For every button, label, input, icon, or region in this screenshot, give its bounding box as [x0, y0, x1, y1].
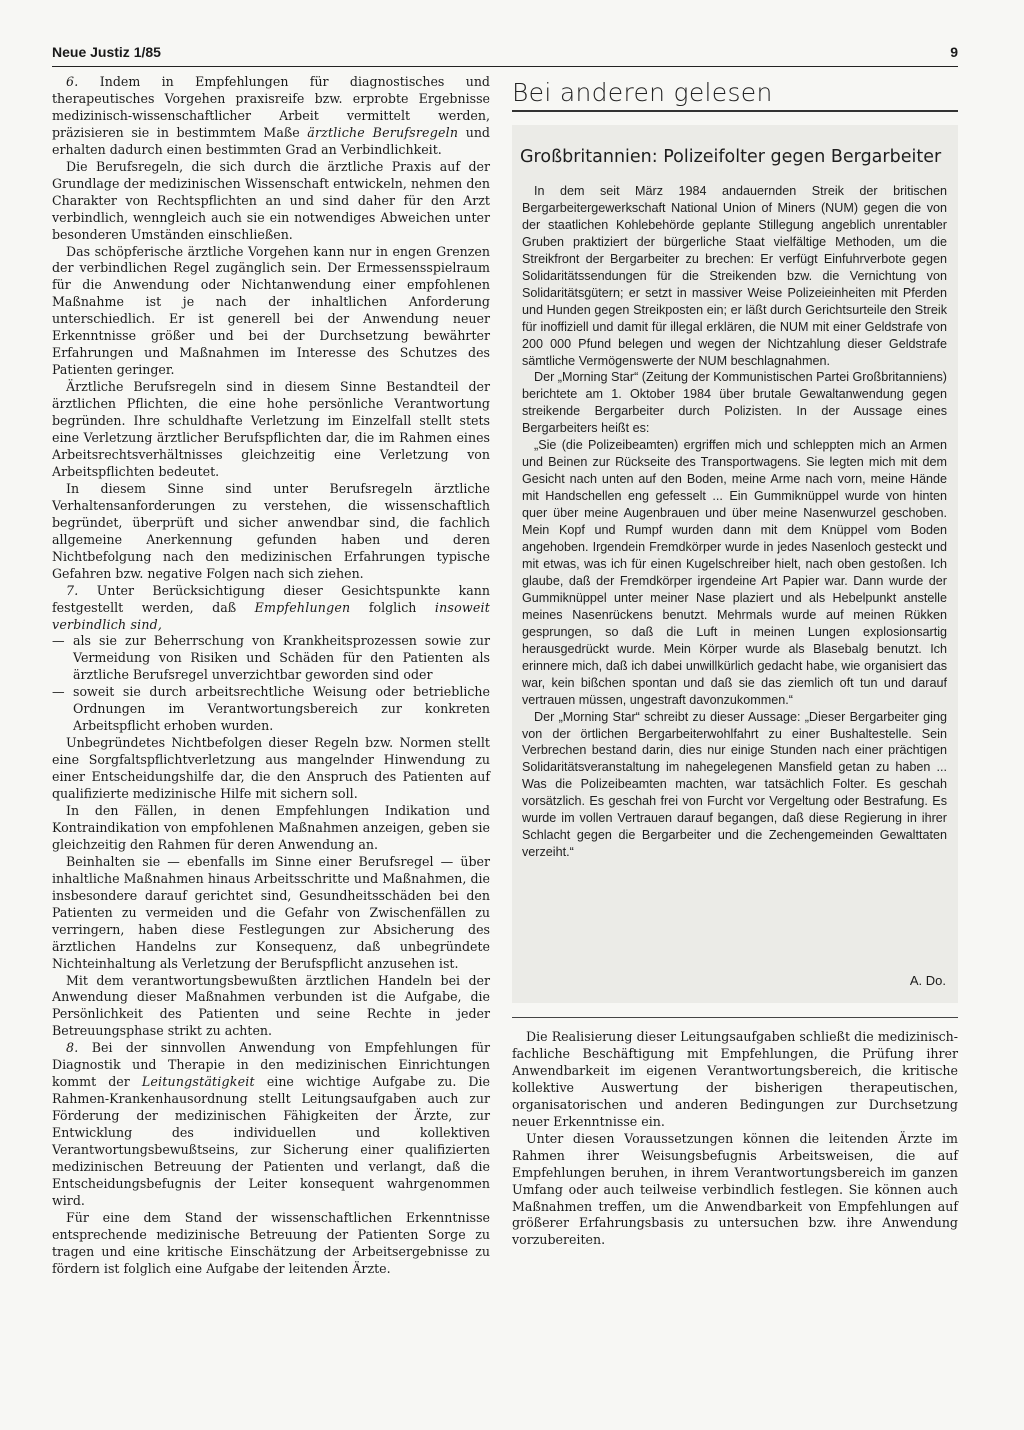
paragraph: Das schöpferische ärztliche Vorgehen kann nur in engen Grenzen der verbindlichen Regel zugänglich sein. Der Ermessensspielraum für die Anwendung oder Nichtanwendung einer empfohlenen Maßnahme ist je nach der inhaltlichen Anforderung unterschiedlich. Er ist generell bei der Anwendung neuer Erkenntnisse größer und bei der Durchsetzung bewährter Erfahrungen und Maßnahmen im Interesse des Schutzes des Patienten geringer.: [52, 243, 490, 378]
dash-list: [52, 633, 490, 735]
emphasis: ärztliche Berufsregeln: [307, 124, 459, 140]
text: Unter Berücksichtigung dieser Gesichtspunkte kann festgestellt werden, daß: [52, 582, 490, 615]
shaded-article-box: [512, 125, 958, 1003]
emphasis: Leitungstätigkeit: [141, 1074, 255, 1090]
paragraph: Unter diesen Voraussetzungen können die leitenden Ärzte im Rahmen ihrer Weisungsbefugnis Arbeitsweisen, die auf Empfehlungen beruhen, in ihrem Verantwortungsbereich im ganzen Umfang oder auch teilweise verbindlich festlegen. Sie können auch Maßnahmen treffen, um die Anwendbarkeit von Empfehlungen auf größerer Erfahrungsbasis zu untersuchen bzw. ihre Anwendung vorzubereiten.: [512, 1130, 958, 1248]
paragraph: [52, 1040, 490, 1210]
text: Bei der sinnvollen Anwendung von Empfehlungen für Diagnostik und Therapie in den medizinischen Einrichtungen kommt der: [52, 1040, 490, 1090]
paragraph: [52, 74, 490, 159]
section-title: Bei anderen gelesen: [512, 78, 958, 112]
paragraph: In den Fällen, in denen Empfehlungen Indikation und Kontraindikation von empfohlenen Maßnahmen anzeigen, geben sie gleichzeitig den Rahmen für deren Anwendung an.: [52, 802, 490, 852]
paragraph: Ärztliche Berufsregeln sind in diesem Sinne Bestandteil der ärztlichen Pflichten, die eine hohe persönliche Verantwortung begründen. Ihre schuldhafte Verletzung im Einzelfall stellt stets eine Verletzung ärztlicher Berufspflichten dar, die im Rahmen eines Arbeitsrechtsverhältnisses gleichzeitig eine Verletzung von Arbeitspflichten bedeutet.: [52, 379, 490, 479]
page-header: [52, 42, 958, 67]
paragraph: Der „Morning Star“ schreibt zu dieser Aussage: „Dieser Bergarbeiter ging von der örtlichen Bergarbeiterwohlfahrt zu einer Bushaltestelle. Sein Verbrechen bestand darin, dies nur einige Stunden nach einer prächtigen Solidaritätsveranstaltung im nahegelegenen Mansfield getan zu haben ... Was die Polizeibeamten machten, war tatsächlich Folter. Es geschah vorsätzlich. Es geschah frei von Furcht vor Vergeltung oder Bestrafung. Es wurde im vollen Vertrauen darauf begangen, daß diese Regierung in ihrer Schlacht gegen die Bergarbeiter und die Zechengemeinden Gewalttaten verzeiht.“: [522, 709, 947, 860]
text: eine wichtige Aufgabe zu. Die Rahmen-Krankenhausordnung stellt Leitungsaufgaben auch zur Förderung der medizinischen Fähigkeiten der Ärzte, zur Entwicklung des individuellen und kollektiven Verantwortungsbewußtseins, zur Sicherung einer qualifizierten medizinischen Betreuung der Patienten und verlangt, daß die Entscheidungsbefugnis der Leiter konsequent wahrgenommen wird.: [52, 1074, 490, 1208]
page-number: 9: [950, 44, 958, 60]
paragraph: Mit dem verantwortungsbewußten ärztlichen Handeln bei der Anwendung dieser Maßnahmen verbunden ist die Aufgabe, die Persönlichkeit des Patienten und seine Rechte in jeder Betreuungsphase strikt zu achten.: [52, 972, 490, 1039]
item-number: 7.: [66, 582, 79, 598]
paragraph: Der „Morning Star“ (Zeitung der Kommunistischen Partei Großbritanniens) berichtete am 1. Oktober 1984 über brutale Gewaltanwendung gegen streikende Bergarbeiter durch Polizisten. In der Aussage eines Bergarbeiters heißt es:: [522, 370, 947, 436]
list-item: — soweit sie durch arbeitsrechtliche Weisung oder betriebliche Ordnungen im Verantwortungsbereich zur konkreten Arbeitspflicht erhoben wurden.: [52, 684, 490, 735]
author-signature: A. Do.: [909, 973, 946, 988]
text: Indem in Empfehlungen für diagnostisches und therapeutisches Vorgehen praxisreife bzw. erprobte Ergebnisse medizinisch-wissenschaftlicher Arbeit vermittelt werden, präzisieren sie in bestimmtem Maße: [52, 74, 490, 140]
list-item: — als sie zur Beherrschung von Krankheitsprozessen sowie zur Vermeidung von Risiken und Schäden für den Patienten als ärztliche Berufsregel unverzichtbar geworden sind oder: [52, 633, 490, 684]
paragraph: Für eine dem Stand der wissenschaftlichen Erkenntnisse entsprechende medizinische Betreuung der Patienten Sorge zu tragen und eine kritische Einschätzung der Arbeitsergebnisse zu fördern ist folglich eine Aufgabe der leitenden Ärzte.: [52, 1209, 490, 1276]
text: und erhalten dadurch einen bestimmten Grad an Verbindlichkeit.: [52, 124, 490, 157]
divider: [512, 1017, 958, 1018]
paragraph: Beinhalten sie — ebenfalls im Sinne einer Berufsregel — über inhaltliche Maßnahmen hinaus Arbeitsschritte und Maßnahmen, die insbesondere darauf gerichtet sind, Gesundheitsschäden bei den Patienten zu vermeiden und die Gefahr von Zwischenfällen zu verringern, haben diese Festlegungen zur Absicherung des ärztlichen Handelns zur Konsequenz, daß unbegründete Nichteinhaltung als Verletzung der Berufspflicht anzusehen ist.: [52, 853, 490, 971]
item-number: 8.: [66, 1040, 79, 1056]
paragraph: Die Realisierung dieser Leitungsaufgaben schließt die medizinisch-fachliche Beschäftigung mit Empfehlungen, die Prüfung ihrer Anwendbarkeit im eigenen Verantwortungsbereich, die kritische kollektive Auswertung der bisherigen therapeutischen, organisatorischen und anderen Bedingungen zur Durchsetzung neuer Erkenntnisse ein.: [512, 1029, 958, 1129]
quote-paragraph: „Sie (die Polizeibeamten) ergriffen mich und schleppten mich an Armen und Beinen zur Rückseite des Transportwagens. Sie legten mich mit dem Gesicht nach unten auf den Boden, meine Arme nach vorn, meine Hände mit Handschellen eng gefesselt ... Ein Gummiknüppel wurde von hinten quer über meine Augenbrauen und über meine Nasenwurzel geschoben. Mein Kopf und Rumpf wurden dann mit dem Knüppel vom Boden angehoben. Irgendein Fremdkörper wurde in jedes Nasenloch gesteckt und mit etwas, was ich für einen Kugelschreiber hielt, nach oben gestoßen. Ich glaube, daß der Fremdkörper irgendeine Art Papier war. Dann wurde der Gummiknüppel unter meiner Nase plaziert und als Hebelpunkt anstelle meines Nasenrückens benutzt. Mehrmals wurde auf meinen Rükken gesprungen, so daß die Luft in meinen Lungen explosionsartig herausgedrückt wurde. Mein Körper wurde als Blasebalg benutzt. Ich erinnere mich, daß ich dabei unwillkürlich gedacht habe, wie organisiert das war, kein bißchen spontan und daß sie das ziemlich oft tun und darauf vertrauen müssen, ungestraft davonzukommen.“: [522, 438, 947, 707]
left-column: [52, 74, 490, 1278]
right-column-continuation: [512, 1029, 958, 1249]
item-number: 6.: [66, 74, 79, 89]
article-body: [522, 183, 947, 861]
paragraph: In diesem Sinne sind unter Berufsregeln ärztliche Verhaltensanforderungen zu verstehen, die wissenschaftlich begründet, überprüft und sicher anwendbar sind, die fachlich allgemeine Anerkennung gefunden haben und deren Nichtbefolgung nach den medizinischen Erfahrungen typische Gefahren bzw. negative Folgen nach sich ziehen.: [52, 480, 490, 581]
article-headline: Großbritannien: Polizeifolter gegen Bergarbeiter: [520, 147, 942, 167]
paragraph: Die Berufsregeln, die sich durch die ärztliche Praxis auf der Grundlage der medizinischen Wissenschaft entwickeln, nehmen den Charakter von Rechtspflichten an und sind daher für den Arzt verbindlich, wenngleich auch sie ein notwendiges Abweichen unter besonderen Umständen einschließen.: [52, 158, 490, 242]
emphasis: insoweit verbindlich sind,: [52, 599, 490, 632]
paragraph: In dem seit März 1984 andauernden Streik der britischen Bergarbeitergewerkschaft National Union of Miners (NUM) gegen die von der staatlichen Kohlebehörde geplante Stillegung angeblich unrentabler Gruben praktiziert der bürgerliche Staat vielfältige Methoden, um die Streikfront der Bergarbeiter zu brechen: Er verfügt Einfuhrverbote gegen Solidaritätssendungen für die Streikenden bzw. die Vernichtung von Solidaritätsgütern; er setzt in massiver Weise Polizeieinheiten mit Pferden und Hunden gegen Streikposten ein; er läßt durch Gerichtsurteile den Streik für inoffiziell und damit für illegal erklären, die NUM mit einer Geldstrafe von 200 000 Pfund belegen und wegen der Nichtzahlung dieser Geldstrafe sämtliche Vermögenswerte der NUM beschlagnahmen.: [522, 184, 947, 368]
text: folglich: [350, 599, 435, 615]
paragraph: [52, 583, 490, 634]
paragraph: Unbegründetes Nichtbefolgen dieser Regeln bzw. Normen stellt eine Sorgfaltspflichtverletzung aus mangelnder Hinwendung zu einer Entscheidungshilfe dar, die den Anspruch des Patienten auf qualifizierte medizinische Hilfe mit sichern soll.: [52, 735, 490, 802]
journal-issue: Neue Justiz 1/85: [52, 44, 161, 60]
emphasis: Empfehlungen: [254, 599, 351, 615]
